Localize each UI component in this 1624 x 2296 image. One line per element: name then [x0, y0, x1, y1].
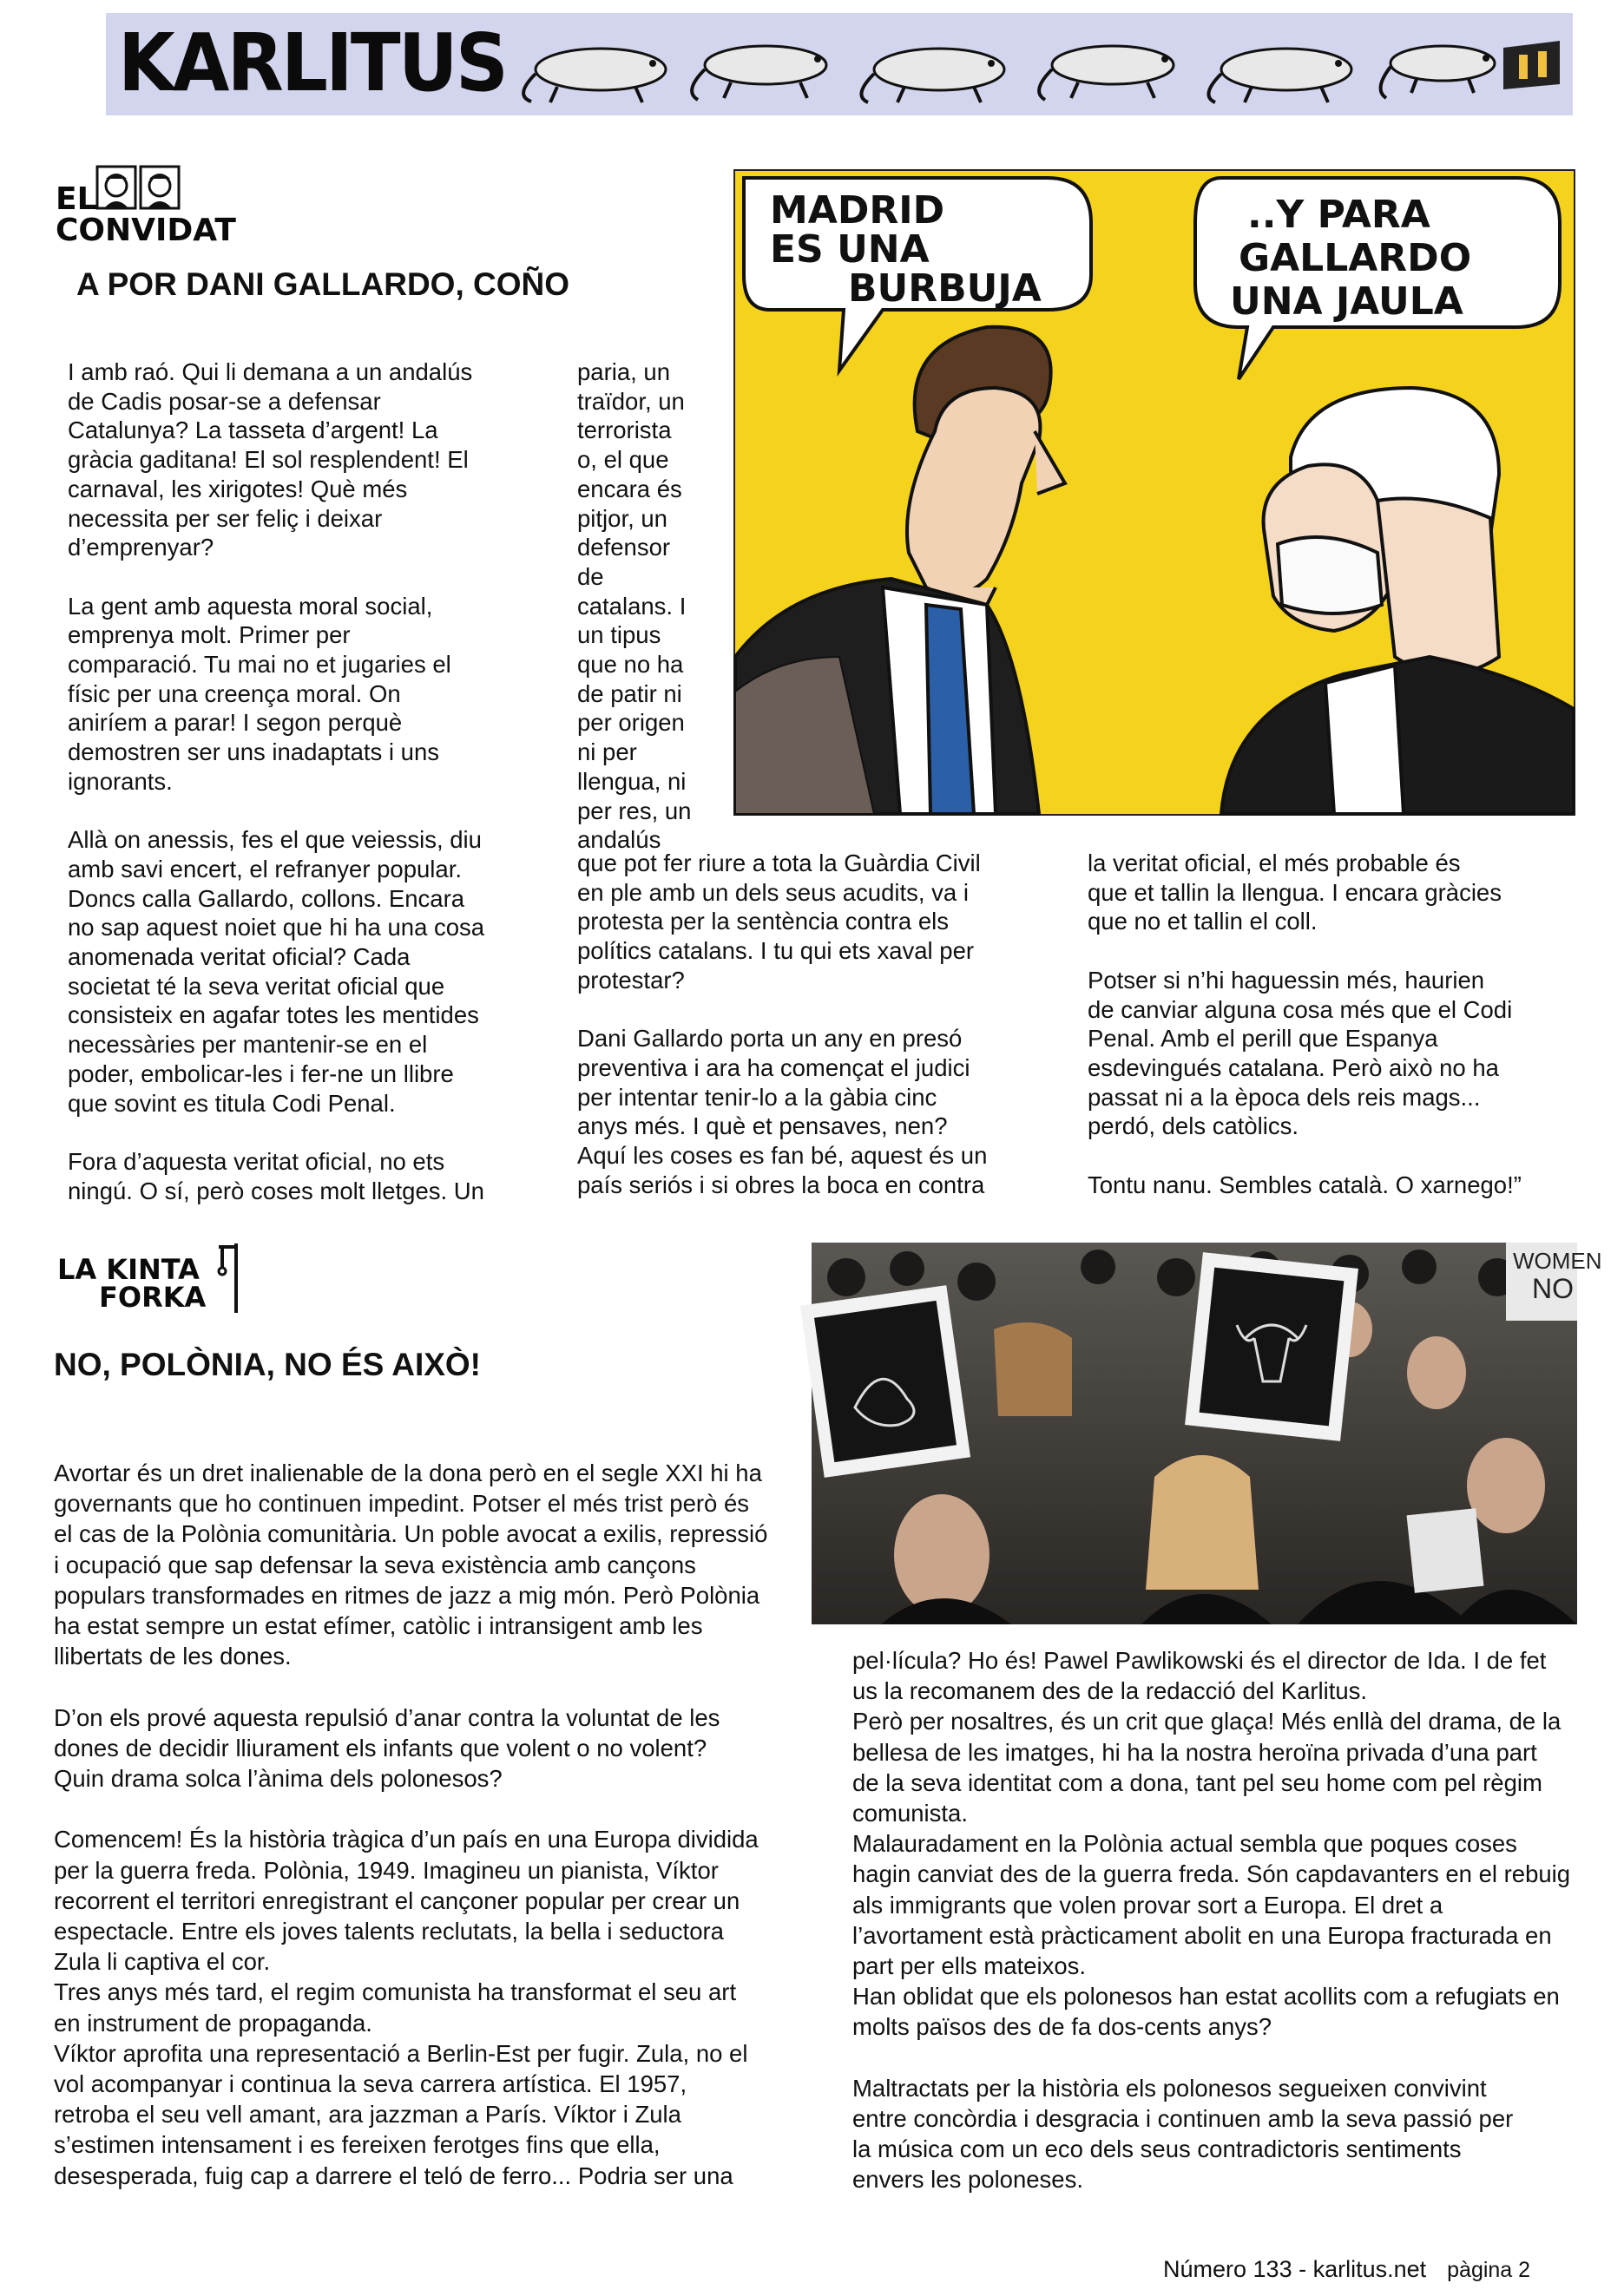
- article-headline: A POR DANI GALLARDO, COÑO: [76, 266, 570, 302]
- logo-line-2: CONVIDAT: [56, 213, 236, 248]
- paragraph: Dani Gallardo porta un any en presó preventiva i ara ha començat el judici per intentar tenir-lo a la gàbia cinc anys més. I què et pensaves, nen? Aquí les coses es fan bé, aquest és un país seriós i si obres la boca en contra: [577, 1025, 988, 1198]
- faces-icon: [95, 165, 182, 210]
- political-cartoon: [733, 169, 1575, 816]
- protest-sign-left: [800, 1285, 970, 1478]
- bubble-right-line: GALLARDO: [1239, 236, 1472, 280]
- logo-line-2: FORKA: [99, 1281, 207, 1314]
- paragraph: Potser si n’hi haguessin més, haurien de canviar alguna cosa més que el Codi Penal. Amb el perill que Espanya esdevingués catalana. Però això no ha passat ni a la època dels reis mags... perdó, dels catòlics.: [1088, 966, 1513, 1140]
- article-column-2: [577, 849, 1059, 1199]
- protest-sign-right: [1185, 1252, 1358, 1441]
- protest-sign-top-right: [1506, 1243, 1602, 1321]
- paragraph: la veritat oficial, el més probable és que et tallin la llengua. I encara gràcies que no et tallin el coll.: [1088, 850, 1502, 935]
- bubble-left-line: MADRID: [770, 188, 945, 233]
- article-column-2-narrow: [577, 358, 716, 855]
- cartoon-illustration: [735, 171, 1574, 814]
- masthead-title: KARLITUS: [118, 16, 507, 109]
- page-footer: [1163, 2256, 1530, 2283]
- article-column-left: [54, 1458, 800, 2191]
- la-kinta-forka-logo: [54, 1237, 227, 1315]
- paragraph: pel·lícula? Ho és! Pawel Pawlikowski és el director de Ida. I de fet us la recomanem des de la redacció del Karlitus. Però per nosaltres, és un crit que glaça! Més enllà del drama, de la bellesa de les imatges, hi ha la nostra heroïna privada d’una part de la seva identitat com a dona, tant pel seu home com pel règim comunista. Malauradament en la Polònia actual sembla que poques coses hagin canviat des de la guerra freda. Són capdavanters en el rebuig als immigrants que volen provar sort a Europa. El dret a l’avortament està pràcticament abolit en una Europa fracturada en part per ells mateixos. Han oblidat que els polonesos han estat acollits com a refugiats en molts països des de fa dos-cents anys?: [852, 1647, 1571, 2041]
- masthead-banner: [106, 13, 1573, 115]
- paragraph: Comencem! És la història tràgica d’un país en una Europa dividida per la guerra freda. Polònia, 1949. Imagineu un pianista, Víktor recorrent el territori enregistrant el cançoner popular per crear un espectacle. Entre els joves talents reclutats, la bella i seductora Zula li captiva el cor. Tres anys més tard, el regim comunista ha transformat el seu art en instrument de propaganda. Víktor aprofita una representació a Berlin-Est per fugir. Zula, no el vol acompanyar i continua la seva carrera artística. El 1957, retroba el seu vell amant, ara jazzman a París. Víktor i Zula s’estimen intensament i es fereixen ferotges fins que ella, desesperada, fuig cap a darrere el teló de ferro... Podria ser una: [54, 1826, 759, 2189]
- bubble-right-line: UNA JAULA: [1230, 279, 1463, 324]
- paragraph: Avortar és un dret inalienable de la dona però en el segle XXI hi ha governants que ho continuen impedint. Potser el més trist però és el cas de la Polònia comunitària. Un poble avocat a exilis, repressió i ocupació que sap defensar la seva existència amb cançons populars transformades en ritmes de jazz a mig món. Però Polònia ha estat sempre un estat efímer, catòlic i intransigent amb les llibertats de les dones.: [54, 1460, 768, 1670]
- bubble-right-line: ..Y PARA: [1247, 193, 1430, 237]
- paragraph: Maltractats per la història els polonesos segueixen convivint entre concòrdia i desgracia i continuen amb la seva passió per la música com un eco dels seus contradictoris sentiments envers les poloneses.: [852, 2074, 1514, 2194]
- paragraph: Tontu nanu. Sembles català. O xarnego!”: [1088, 1171, 1522, 1198]
- el-convidat-logo: [54, 165, 236, 252]
- protest-photo: [812, 1243, 1602, 1624]
- rats-illustration: [505, 22, 1568, 108]
- article-column-right: [852, 1645, 1599, 2195]
- bubble-left-line: ES UNA: [770, 227, 930, 272]
- paragraph: Fora d’aquesta veritat oficial, no ets ningú. O sí, però coses molt lletges. Un: [68, 1147, 484, 1204]
- paragraph: paria, un traïdor, un terrorista o, el que encara és pitjor, un defensor de catalans. I un tipus que no ha de patir ni per origen ni per llengua, ni per res, un andalús: [577, 358, 692, 854]
- article-column-3: [1088, 849, 1539, 1199]
- logo-line-1: EL: [56, 181, 97, 217]
- protest-crowd-image: [812, 1243, 1602, 1624]
- paragraph: La gent amb aquesta moral social, emprenya molt. Primer per comparació. Tu mai no et jugaries el físic per una creença moral. On aniríem a parar! I segon perquè demostren ser uns inadaptats i uns ignorants.: [68, 592, 451, 795]
- paragraph: Allà on anessis, fes el que veiessis, diu amb savi encert, el refranyer popular. Doncs calla Gallardo, collons. Encara no sap aquest noiet que hi ha una cosa anomenada veritat oficial? Cada societat té la seva veritat oficial que consisteix en agafar totes les mentides necessàries per mantenir-se en el poder, embolicar-les i fer-ne un llibre que sovint es titula Codi Penal.: [68, 826, 485, 1117]
- paragraph: que pot fer riure a tota la Guàrdia Civil en ple amb un dels seus acudits, va i protesta per la sentència contra els polítics catalans. I tu qui ets xaval per protestar?: [577, 850, 981, 994]
- sign-line: NO: [1532, 1273, 1574, 1304]
- logo-line-1: LA KINTA: [57, 1253, 200, 1286]
- article-headline: NO, POLÒNIA, NO ÉS AIXÒ!: [54, 1347, 482, 1382]
- paragraph: I amb raó. Qui li demana a un andalús de Cadis posar-se a defensar Catalunya? La tasseta d’argent! La gràcia gaditana! El sol resplendent! El carnaval, les xirigotes! Què més necessita per ser feliç i deixar d’emprenyar?: [68, 358, 473, 561]
- paragraph: D’on els prové aquesta repulsió d’anar contra la voluntat de les dones de decidir lliurament els infants que volent o no volent? Quin drama solca l’ànima dels polonesos?: [54, 1703, 720, 1793]
- article-column-1: [68, 358, 554, 1205]
- page-number: pàgina 2: [1447, 2258, 1531, 2282]
- gallows-icon: [215, 1242, 241, 1315]
- issue-number: Número 133 - karlitus.net: [1163, 2256, 1427, 2282]
- bubble-left-line: BURBUJA: [848, 266, 1042, 311]
- sign-line: WOMEN: [1513, 1248, 1602, 1274]
